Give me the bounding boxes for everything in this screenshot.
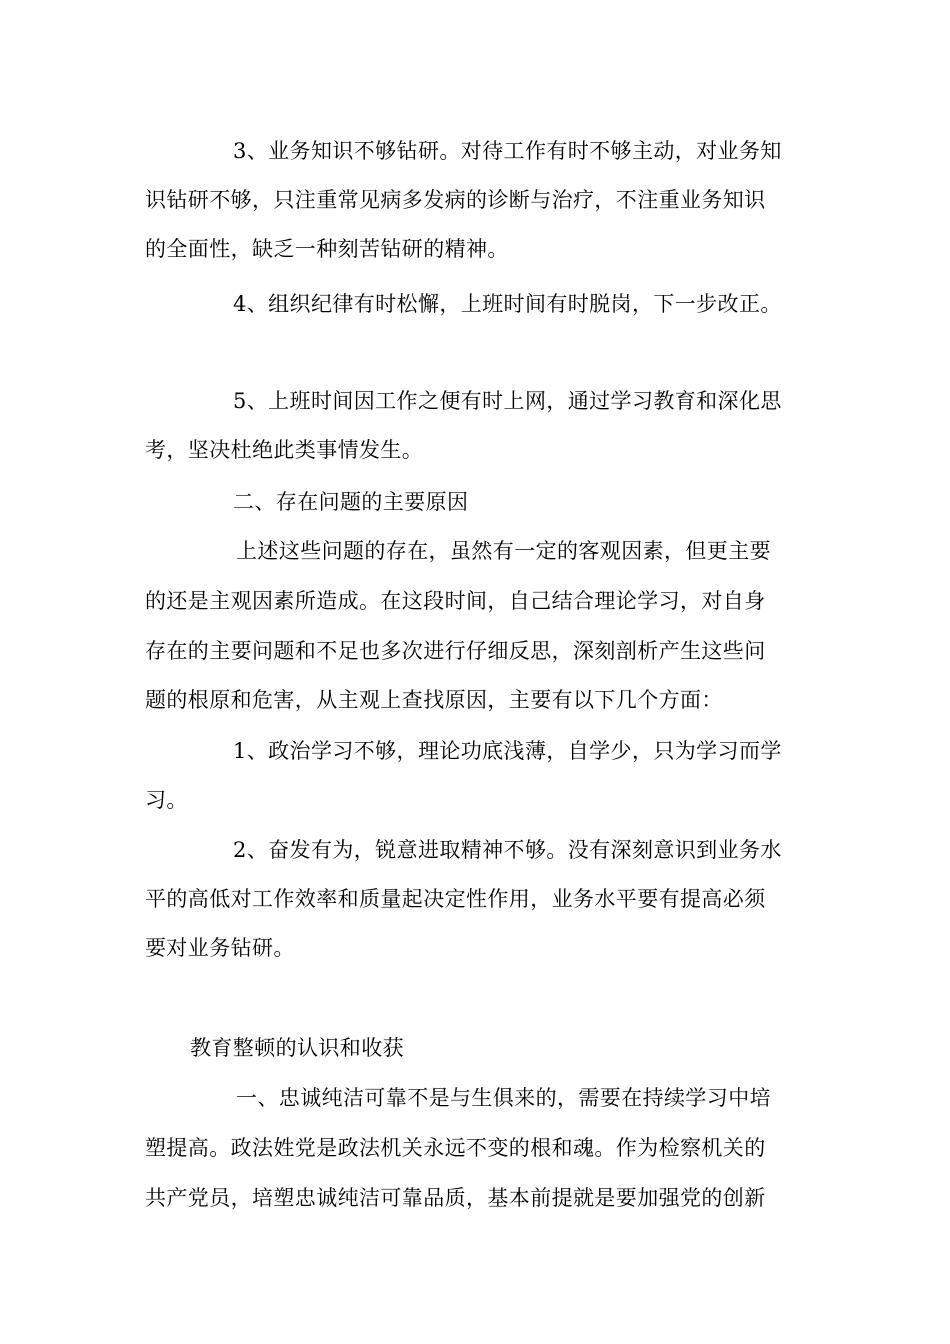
point1-line3: 共产党员，培塑忠诚纯洁可靠品质，基本前提就是要加强党的创新 — [145, 1186, 766, 1210]
item3-line1: 3、业务知识不够钻研。对待工作有时不够主动，对业务知 — [233, 139, 782, 163]
reason2-line2: 平的高低对工作效率和质量起决定性作用，业务水平要有提高必须 — [145, 887, 766, 911]
section-two-intro-line2: 的还是主观因素所造成。在这段时间，自己结合理论学习，对自身 — [145, 589, 766, 613]
item4-line1: 4、组织纪律有时松懈，上班时间有时脱岗，下一步改正。 — [233, 292, 782, 316]
reason2-line1: 2、奋发有为，锐意进取精神不够。没有深刻意识到业务水 — [233, 838, 782, 862]
section-two-intro-line4: 题的根原和危害，从主观上查找原因，主要有以下几个方面： — [145, 688, 723, 712]
article-title: 教育整顿的认识和收获 — [190, 1036, 404, 1060]
reason1-line1: 1、政治学习不够，理论功底浅薄，自学少，只为学习而学 — [233, 739, 782, 763]
reason1-line2: 习。 — [145, 788, 188, 812]
item5-line2: 考，坚决杜绝此类事情发生。 — [145, 438, 424, 462]
section-two-heading: 二、存在问题的主要原因 — [233, 490, 469, 514]
item3-line3: 的全面性，缺乏一种刻苦钻研的精神。 — [145, 237, 509, 261]
section-two-intro-line3: 存在的主要问题和不足也多次进行仔细反思，深刻剖析产生这些问 — [145, 639, 766, 663]
item3-line2: 识钻研不够，只注重常见病多发病的诊断与治疗，不注重业务知识 — [145, 188, 766, 212]
reason2-line3: 要对业务钻研。 — [145, 936, 295, 960]
section-two-intro-line1: 上述这些问题的存在，虽然有一定的客观因素，但更主要 — [236, 539, 771, 563]
item5-line1: 5、上班时间因工作之便有时上网，通过学习教育和深化思 — [233, 389, 782, 413]
point1-line2: 塑提高。政法姓党是政法机关永远不变的根和魂。作为检察机关的 — [145, 1136, 766, 1160]
point1-line1: 一、忠诚纯洁可靠不是与生俱来的，需要在持续学习中培 — [236, 1086, 771, 1110]
